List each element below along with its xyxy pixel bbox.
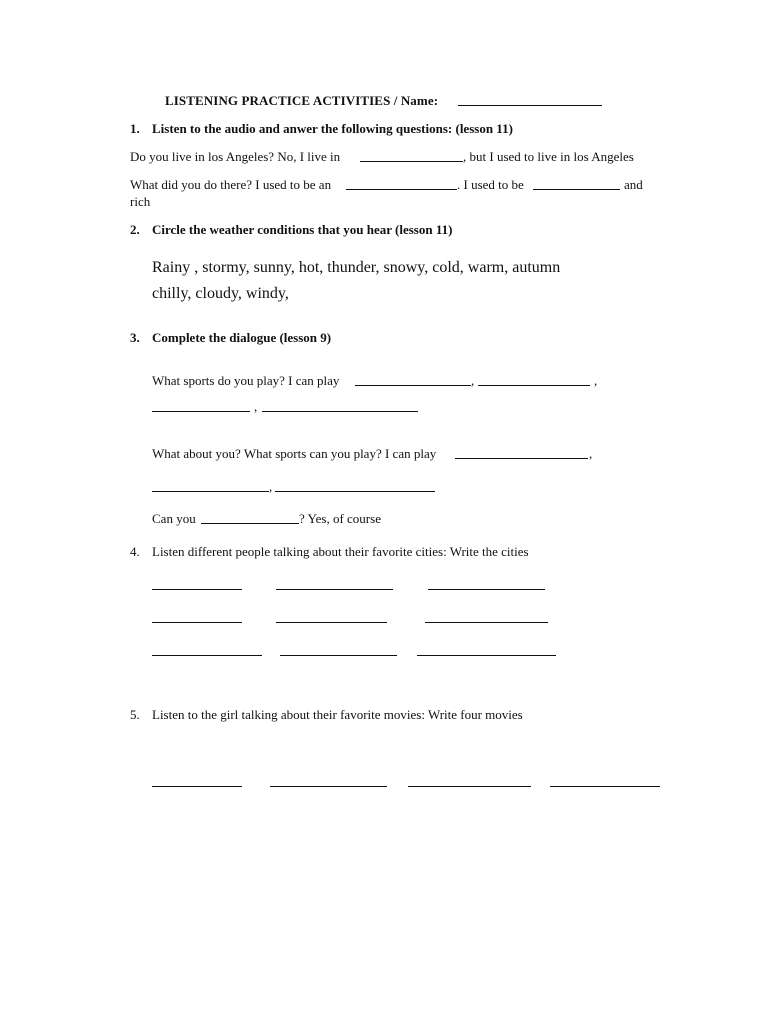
city-blank-8[interactable]	[280, 655, 397, 656]
city-blank-4[interactable]	[152, 622, 242, 623]
movie-blank-3[interactable]	[408, 786, 531, 787]
q1-line2-mid: . I used to be	[457, 177, 524, 192]
question-1-number: 1.	[130, 121, 140, 136]
city-blank-6[interactable]	[425, 622, 548, 623]
name-blank[interactable]	[458, 105, 602, 106]
q3-blank-sport-4[interactable]	[262, 411, 418, 412]
q3-comma-2: ,	[594, 373, 598, 388]
q1-blank-adjective[interactable]	[533, 189, 620, 190]
question-4-number: 4.	[130, 544, 140, 559]
q3-line1-start: What sports do you play? I can play	[152, 373, 340, 388]
question-3-text: Complete the dialogue (lesson 9)	[152, 330, 332, 345]
q3-blank-sport-1[interactable]	[355, 385, 471, 386]
question-5-number: 5.	[130, 707, 140, 722]
q3-comma-5: ,	[269, 479, 273, 494]
q3-line3-start: What about you? What sports can you play? I can play	[152, 446, 437, 461]
q3-blank-sport-7[interactable]	[275, 491, 435, 492]
city-blank-7[interactable]	[152, 655, 262, 656]
q3-comma-3: ,	[254, 399, 258, 414]
city-blank-1[interactable]	[152, 589, 242, 590]
q3-blank-sport-6[interactable]	[152, 491, 269, 492]
question-2-text: Circle the weather conditions that you hear (lesson 11)	[152, 222, 453, 237]
movie-blank-1[interactable]	[152, 786, 242, 787]
movie-blank-4[interactable]	[550, 786, 660, 787]
question-4-text: Listen different people talking about their favorite cities: Write the cities	[152, 544, 529, 559]
q3-line5-end: ? Yes, of course	[299, 511, 381, 526]
weather-words-line2: chilly, cloudy, windy,	[152, 285, 289, 302]
question-5-text: Listen to the girl talking about their favorite movies: Write four movies	[152, 707, 523, 722]
q1-line2-wrap: rich	[130, 194, 151, 209]
q3-blank-sport-3[interactable]	[152, 411, 250, 412]
question-2-number: 2.	[130, 222, 140, 237]
q1-line1-start: Do you live in los Angeles? No, I live in	[130, 149, 341, 164]
question-1-text: Listen to the audio and anwer the following questions: (lesson 11)	[152, 121, 513, 136]
city-blank-5[interactable]	[276, 622, 387, 623]
question-1-heading	[130, 121, 513, 137]
q1-line2-start: What did you do there? I used to be an	[130, 177, 332, 192]
q3-comma-1: ,	[471, 373, 475, 388]
question-3-number: 3.	[130, 330, 140, 345]
movie-blank-2[interactable]	[270, 786, 387, 787]
q3-comma-4: ,	[589, 446, 593, 461]
q3-line5-start: Can you	[152, 511, 196, 526]
page-title: LISTENING PRACTICE ACTIVITIES / Name:	[165, 93, 439, 108]
q1-line2-and: and	[624, 177, 643, 192]
q3-blank-activity[interactable]	[201, 523, 299, 524]
weather-words-line1: Rainy , stormy, sunny, hot, thunder, snowy, cold, warm, autumn	[152, 259, 561, 276]
city-blank-9[interactable]	[417, 655, 556, 656]
question-3-heading	[130, 330, 331, 346]
question-2-heading	[130, 222, 452, 238]
question-4-heading	[130, 544, 529, 560]
q3-blank-sport-5[interactable]	[455, 458, 588, 459]
city-blank-2[interactable]	[276, 589, 393, 590]
q1-blank-job[interactable]	[346, 189, 457, 190]
q3-blank-sport-2[interactable]	[478, 385, 590, 386]
q1-line1-end: , but I used to live in los Angeles	[463, 149, 634, 164]
question-5-heading	[130, 707, 523, 723]
city-blank-3[interactable]	[428, 589, 545, 590]
q1-blank-city[interactable]	[360, 161, 463, 162]
